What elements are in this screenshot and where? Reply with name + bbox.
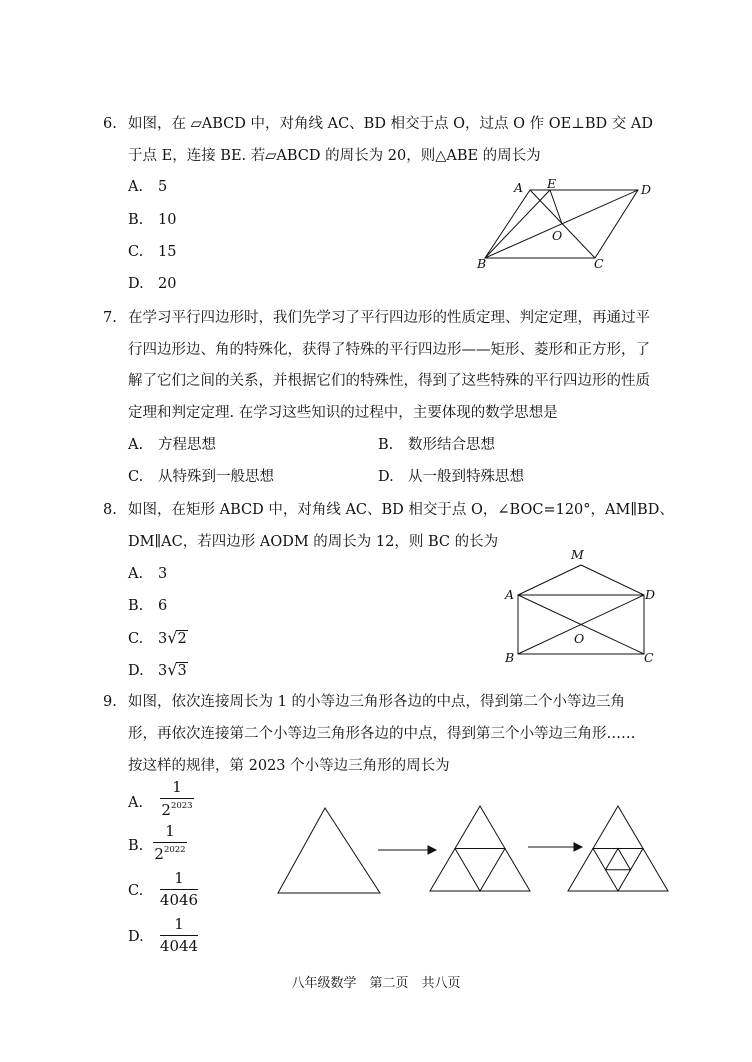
q6-label-d: D [641, 182, 652, 197]
q9-option-c-letter: C. [128, 883, 144, 899]
q8-rectangle-figure [510, 555, 650, 665]
q7-text-line1: 在学习平行四边形时，我们先学习了平行四边形的性质定理、判定定理，再通过平 [128, 310, 650, 326]
q8-label-d: D [645, 587, 656, 602]
q7-option-d: D. 从一般到特殊思想 [378, 469, 524, 485]
q7-number: 7. [103, 310, 117, 326]
page-footer: 八年级数学 第二页 共八页 [291, 976, 461, 991]
q6-option-d: D. 20 [128, 276, 177, 292]
q9-option-b-fraction: 1 $2^{2022}$ [154, 822, 186, 863]
q6-number: 6. [103, 116, 117, 132]
q9-option-a-letter: A. [128, 795, 144, 811]
q8-label-m: M [571, 547, 584, 562]
q8-option-a: A. 3 [128, 566, 168, 582]
q8-text-line2: DM∥AC，若四边形 AODM 的周长为 12，则 BC 的长为 [128, 534, 499, 550]
q7-text-line3: 解了它们之间的关系，并根据它们的特殊性，得到了这些特殊的平行四边形的性质 [128, 373, 650, 389]
q8-label-b: B [505, 650, 515, 665]
q8-number: 8. [103, 502, 117, 518]
q8-option-c: C. 3√2 [128, 628, 187, 647]
q7-option-a: A. 方程思想 [128, 437, 216, 453]
q6-label-a: A [514, 180, 524, 195]
q8-text-line1: 如图，在矩形 ABCD 中，对角线 AC、BD 相交于点 O，∠BOC=120°，AM∥BD、 [128, 502, 674, 518]
q9-option-a-fraction: 1 $2^{2023}$ [161, 778, 193, 819]
q6-option-a: A. 5 [128, 179, 168, 195]
q6-option-c: C. 15 [128, 244, 177, 260]
q8-option-d: D. 3√3 [128, 660, 187, 679]
q8-label-c: C [644, 650, 654, 665]
q9-text-line2: 形，再依次连接第二个小等边三角形各边的中点，得到第三个小等边三角形…… [128, 726, 636, 742]
q9-number: 9. [103, 694, 117, 710]
triangle-1 [278, 808, 380, 893]
q7-text-line2: 行四边形边、角的特殊化，获得了特殊的平行四边形——矩形、菱形和正方形，了 [128, 342, 650, 358]
q8-option-b: B. 6 [128, 598, 168, 614]
q6-label-o: O [552, 228, 563, 243]
q9-text-line3: 按这样的规律，第 2023 个小等边三角形的周长为 [128, 758, 450, 774]
q6-text-line2: 于点 E，连接 BE. 若▱ABCD 的周长为 20，则△ABE 的周长为 [128, 148, 541, 164]
q7-option-b: B. 数形结合思想 [378, 437, 495, 453]
q7-option-c: C. 从特殊到一般思想 [128, 469, 274, 485]
q6-parallelogram-figure [470, 175, 660, 275]
q8-label-a: A [505, 587, 515, 602]
q9-option-d-letter: D. [128, 929, 144, 945]
q6-text-line1: 如图，在 ▱ABCD 中，对角线 AC、BD 相交于点 O，过点 O 作 OE⊥BD 交 AD [128, 116, 653, 132]
q6-option-b: B. 10 [128, 212, 177, 228]
q9-option-c-fraction: 1 4046 [159, 869, 199, 909]
q7-text-line4: 定理和判定定理. 在学习这些知识的过程中，主要体现的数学思想是 [128, 405, 558, 421]
q6-label-e: E [547, 176, 557, 191]
q6-label-c: C [594, 256, 604, 271]
q9-option-d-fraction: 1 4044 [159, 915, 199, 955]
q6-label-b: B [477, 256, 487, 271]
q9-option-b-letter: B. [128, 838, 144, 854]
q8-label-o: O [574, 631, 585, 646]
q9-text-line1: 如图，依次连接周长为 1 的小等边三角形各边的中点，得到第二个小等边三角 [128, 694, 625, 710]
q9-triangle-sequence-figure [270, 800, 680, 900]
